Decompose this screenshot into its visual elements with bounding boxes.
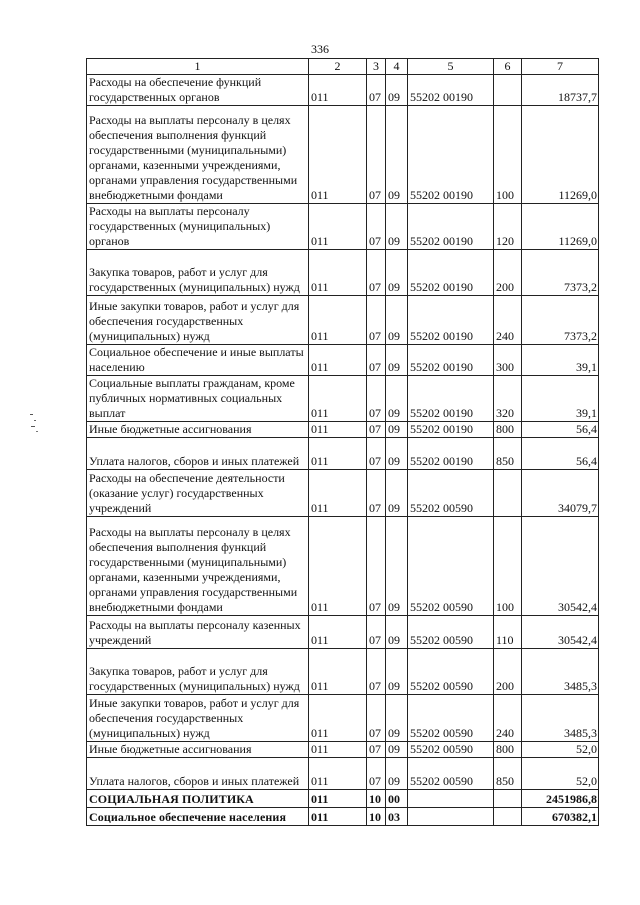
- expense-type-cell: [494, 808, 522, 826]
- table-row: [87, 422, 599, 438]
- section-code-cell: 07: [367, 649, 386, 695]
- item-name-cell: Иные закупки товаров, работ и услуг для обеспечения государственных (муниципальных) нужд: [87, 296, 309, 345]
- amount-cell: 34079,7: [522, 470, 599, 517]
- table-body: [87, 59, 599, 826]
- subsection-code-cell: 09: [386, 345, 408, 376]
- target-code-cell: [408, 808, 494, 826]
- subsection-code-cell: 09: [386, 296, 408, 345]
- section-code-cell: 07: [367, 470, 386, 517]
- amount-cell: 2451986,8: [522, 790, 599, 808]
- table-row: [87, 758, 599, 790]
- section-code-cell: 07: [367, 296, 386, 345]
- target-code-cell: 55202 00190: [408, 345, 494, 376]
- admin-code-cell: 011: [309, 616, 367, 649]
- table-row: [87, 742, 599, 758]
- admin-code-cell: 011: [309, 438, 367, 470]
- admin-code-cell: 011: [309, 376, 367, 422]
- target-code-cell: 55202 00190: [408, 250, 494, 296]
- subsection-code-cell: 09: [386, 649, 408, 695]
- subsection-code-cell: 09: [386, 106, 408, 204]
- expense-type-cell: 300: [494, 345, 522, 376]
- section-code-cell: 07: [367, 616, 386, 649]
- item-name-cell: Иные бюджетные ассигнования: [87, 422, 309, 438]
- expense-type-cell: [494, 470, 522, 517]
- expense-type-cell: 240: [494, 695, 522, 742]
- expense-type-cell: 200: [494, 649, 522, 695]
- amount-cell: 670382,1: [522, 808, 599, 826]
- target-code-cell: 55202 00590: [408, 470, 494, 517]
- subsection-code-cell: 09: [386, 742, 408, 758]
- section-code-cell: 07: [367, 438, 386, 470]
- admin-code-cell: 011: [309, 75, 367, 106]
- target-code-cell: 55202 00190: [408, 376, 494, 422]
- admin-code-cell: 011: [309, 204, 367, 250]
- admin-code-cell: 011: [309, 695, 367, 742]
- target-code-cell: 55202 00590: [408, 649, 494, 695]
- target-code-cell: 55202 00590: [408, 758, 494, 790]
- expense-type-cell: 850: [494, 438, 522, 470]
- amount-cell: 52,0: [522, 758, 599, 790]
- table-row: [87, 616, 599, 649]
- admin-code-cell: 011: [309, 345, 367, 376]
- target-code-cell: [408, 790, 494, 808]
- expense-type-cell: 100: [494, 106, 522, 204]
- header-cell: 2: [309, 59, 367, 75]
- subsection-code-cell: 03: [386, 808, 408, 826]
- section-code-cell: 07: [367, 345, 386, 376]
- expense-type-cell: 120: [494, 204, 522, 250]
- amount-cell: 52,0: [522, 742, 599, 758]
- table-row: [87, 438, 599, 470]
- section-code-cell: 07: [367, 422, 386, 438]
- table-row: [87, 695, 599, 742]
- section-code-cell: 10: [367, 808, 386, 826]
- item-name-cell: Закупка товаров, работ и услуг для государственных (муниципальных) нужд: [87, 250, 309, 296]
- item-name-cell: СОЦИАЛЬНАЯ ПОЛИТИКА: [87, 790, 309, 808]
- table-row: [87, 470, 599, 517]
- target-code-cell: 55202 00190: [408, 204, 494, 250]
- target-code-cell: 55202 00590: [408, 616, 494, 649]
- table-row: [87, 75, 599, 106]
- expense-type-cell: 800: [494, 422, 522, 438]
- item-name-cell: Расходы на обеспечение функций государственных органов: [87, 75, 309, 106]
- amount-cell: 56,4: [522, 438, 599, 470]
- table-row: [87, 106, 599, 204]
- item-name-cell: Расходы на выплаты персоналу государственных (муниципальных) органов: [87, 204, 309, 250]
- admin-code-cell: 011: [309, 422, 367, 438]
- table-row: [87, 376, 599, 422]
- header-cell: 6: [494, 59, 522, 75]
- item-name-cell: Социальное обеспечение и иные выплаты населению: [87, 345, 309, 376]
- item-name-cell: Расходы на выплаты персоналу в целях обеспечения выполнения функций государственными (муниципальными) органами, казенными учреждениями, органами управления государственными внебюджетными фондами: [87, 106, 309, 204]
- subsection-code-cell: 09: [386, 75, 408, 106]
- target-code-cell: 55202 00190: [408, 422, 494, 438]
- admin-code-cell: 011: [309, 758, 367, 790]
- subsection-code-cell: 09: [386, 616, 408, 649]
- amount-cell: 3485,3: [522, 649, 599, 695]
- scan-specks: [28, 412, 42, 434]
- subsection-code-cell: 09: [386, 204, 408, 250]
- amount-cell: 7373,2: [522, 250, 599, 296]
- item-name-cell: Закупка товаров, работ и услуг для государственных (муниципальных) нужд: [87, 649, 309, 695]
- target-code-cell: 55202 00190: [408, 75, 494, 106]
- section-code-cell: 07: [367, 742, 386, 758]
- section-code-cell: 07: [367, 376, 386, 422]
- section-code-cell: 07: [367, 204, 386, 250]
- header-cell: 4: [386, 59, 408, 75]
- amount-cell: 39,1: [522, 345, 599, 376]
- admin-code-cell: 011: [309, 296, 367, 345]
- section-code-cell: 07: [367, 758, 386, 790]
- admin-code-cell: 011: [309, 790, 367, 808]
- target-code-cell: 55202 00590: [408, 517, 494, 616]
- admin-code-cell: 011: [309, 808, 367, 826]
- table-row: [87, 296, 599, 345]
- item-name-cell: Расходы на выплаты персоналу казенных учреждений: [87, 616, 309, 649]
- admin-code-cell: 011: [309, 517, 367, 616]
- subsection-code-cell: 09: [386, 250, 408, 296]
- subsection-code-cell: 09: [386, 422, 408, 438]
- subsection-code-cell: 09: [386, 470, 408, 517]
- expense-type-cell: 320: [494, 376, 522, 422]
- section-code-cell: 07: [367, 75, 386, 106]
- amount-cell: 11269,0: [522, 204, 599, 250]
- budget-table: [86, 58, 599, 826]
- item-name-cell: Уплата налогов, сборов и иных платежей: [87, 438, 309, 470]
- expense-type-cell: [494, 790, 522, 808]
- subsection-code-cell: 09: [386, 517, 408, 616]
- table-row: [87, 808, 599, 826]
- table-row: [87, 345, 599, 376]
- header-row: [87, 59, 599, 75]
- section-code-cell: 10: [367, 790, 386, 808]
- target-code-cell: 55202 00590: [408, 742, 494, 758]
- target-code-cell: 55202 00190: [408, 296, 494, 345]
- expense-type-cell: 800: [494, 742, 522, 758]
- section-code-cell: 07: [367, 517, 386, 616]
- subsection-code-cell: 09: [386, 758, 408, 790]
- item-name-cell: Иные бюджетные ассигнования: [87, 742, 309, 758]
- subsection-code-cell: 09: [386, 438, 408, 470]
- amount-cell: 11269,0: [522, 106, 599, 204]
- table-row: [87, 204, 599, 250]
- table-row: [87, 790, 599, 808]
- item-name-cell: Иные закупки товаров, работ и услуг для обеспечения государственных (муниципальных) нужд: [87, 695, 309, 742]
- expense-type-cell: 110: [494, 616, 522, 649]
- subsection-code-cell: 00: [386, 790, 408, 808]
- page-number: 336: [311, 42, 329, 56]
- amount-cell: 30542,4: [522, 616, 599, 649]
- item-name-cell: Уплата налогов, сборов и иных платежей: [87, 758, 309, 790]
- section-code-cell: 07: [367, 106, 386, 204]
- admin-code-cell: 011: [309, 250, 367, 296]
- item-name-cell: Социальные выплаты гражданам, кроме публичных нормативных социальных выплат: [87, 376, 309, 422]
- subsection-code-cell: 09: [386, 695, 408, 742]
- table-row: [87, 517, 599, 616]
- expense-type-cell: 240: [494, 296, 522, 345]
- expense-type-cell: [494, 75, 522, 106]
- header-cell: 5: [408, 59, 494, 75]
- admin-code-cell: 011: [309, 470, 367, 517]
- amount-cell: 18737,7: [522, 75, 599, 106]
- expense-type-cell: 100: [494, 517, 522, 616]
- section-code-cell: 07: [367, 250, 386, 296]
- admin-code-cell: 011: [309, 742, 367, 758]
- target-code-cell: 55202 00190: [408, 106, 494, 204]
- header-cell: 7: [522, 59, 599, 75]
- expense-type-cell: 200: [494, 250, 522, 296]
- expense-type-cell: 850: [494, 758, 522, 790]
- section-code-cell: 07: [367, 695, 386, 742]
- amount-cell: 56,4: [522, 422, 599, 438]
- amount-cell: 39,1: [522, 376, 599, 422]
- table-row: [87, 649, 599, 695]
- amount-cell: 7373,2: [522, 296, 599, 345]
- item-name-cell: Расходы на выплаты персоналу в целях обеспечения выполнения функций государственными (муниципальными) органами, казенными учреждениями, органами управления государственными внебюджетными фондами: [87, 517, 309, 616]
- amount-cell: 30542,4: [522, 517, 599, 616]
- subsection-code-cell: 09: [386, 376, 408, 422]
- header-cell: 3: [367, 59, 386, 75]
- target-code-cell: 55202 00190: [408, 438, 494, 470]
- item-name-cell: Социальное обеспечение населения: [87, 808, 309, 826]
- admin-code-cell: 011: [309, 106, 367, 204]
- admin-code-cell: 011: [309, 649, 367, 695]
- header-cell: 1: [87, 59, 309, 75]
- amount-cell: 3485,3: [522, 695, 599, 742]
- table-row: [87, 250, 599, 296]
- item-name-cell: Расходы на обеспечение деятельности (оказание услуг) государственных учреждений: [87, 470, 309, 517]
- target-code-cell: 55202 00590: [408, 695, 494, 742]
